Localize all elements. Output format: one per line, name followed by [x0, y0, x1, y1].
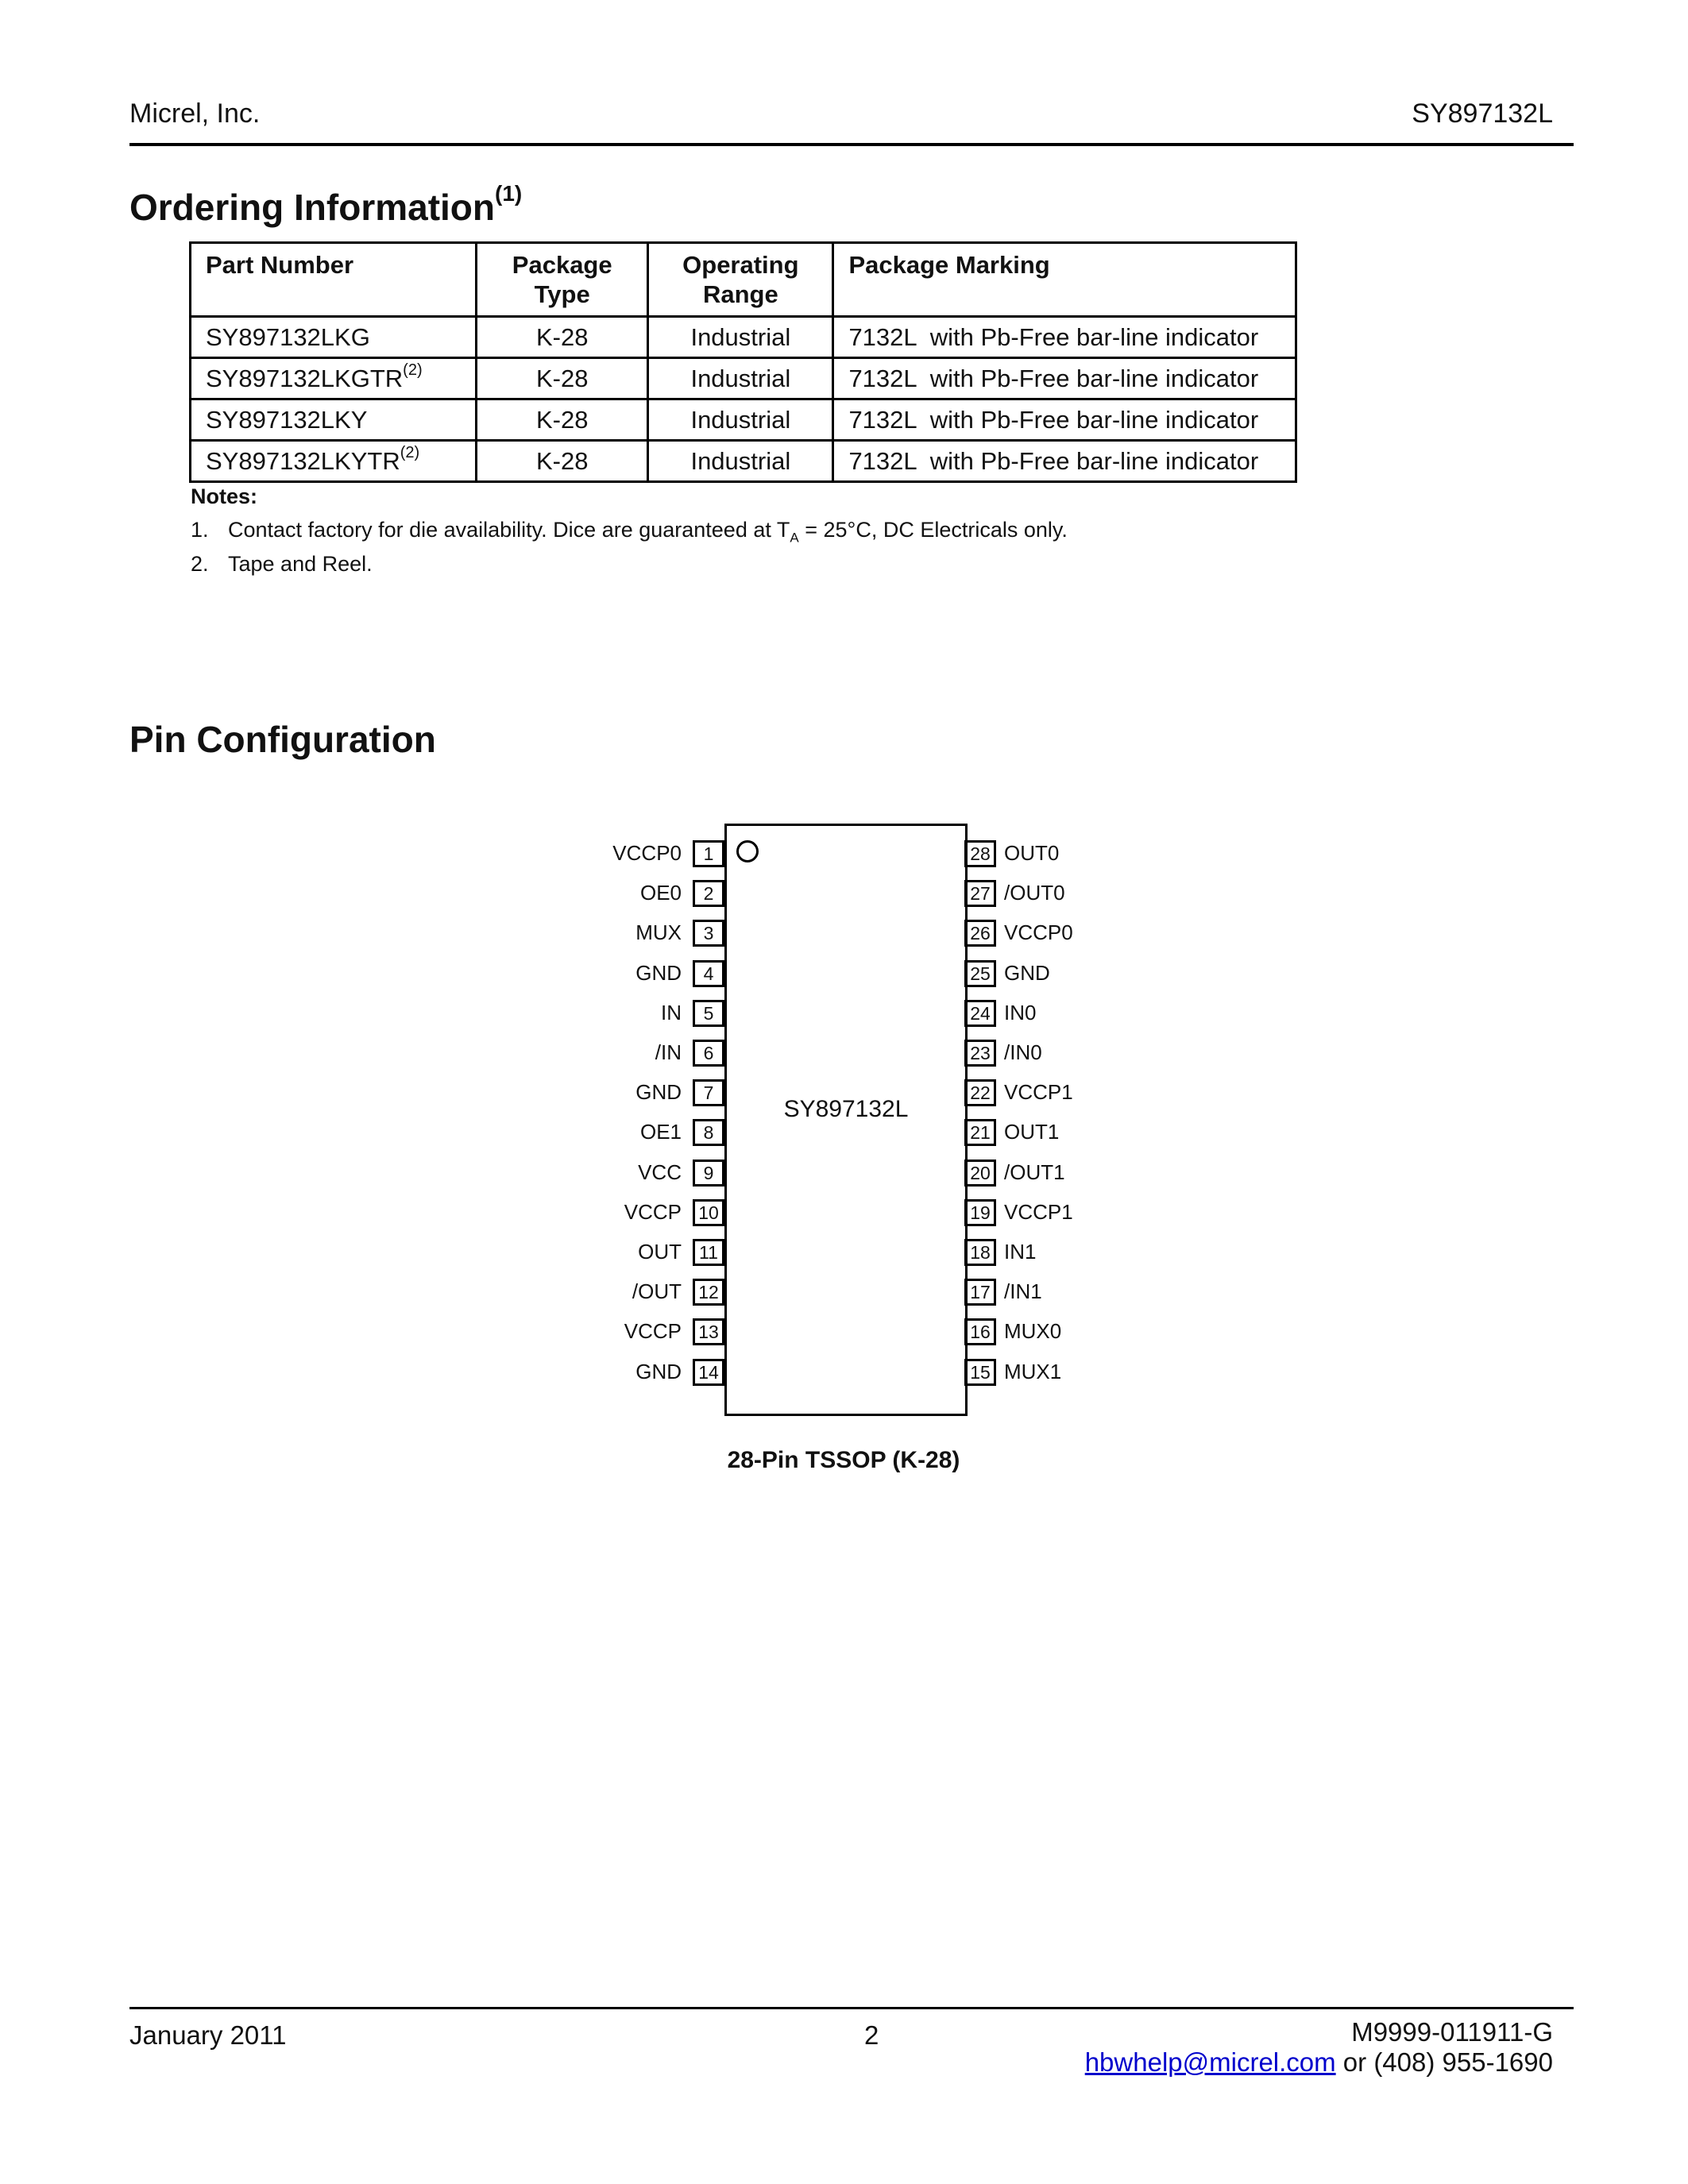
- package-marking-cell: 7132L with Pb-Free bar-line indicator: [833, 317, 1296, 358]
- pin-number-right: 15: [964, 1359, 996, 1386]
- pin-name-right: OUT0: [1004, 841, 1060, 865]
- pin-number-left: 2: [693, 880, 724, 907]
- pin-number-left: 13: [693, 1318, 724, 1345]
- pin-number-left: 5: [693, 1000, 724, 1027]
- pin-number-left: 9: [693, 1160, 724, 1187]
- pin-name-right: OUT1: [1004, 1120, 1060, 1144]
- note-text: Tape and Reel.: [228, 552, 373, 576]
- operating-range-cell: Industrial: [648, 399, 833, 441]
- header-rule: [129, 143, 1574, 146]
- header-company: Micrel, Inc.: [129, 98, 261, 129]
- pin-number-left: 6: [693, 1040, 724, 1067]
- part-number-cell: SY897132LKG: [191, 317, 477, 358]
- column-header: Operating Range: [648, 243, 833, 317]
- pin-number-right: 22: [964, 1079, 996, 1106]
- pin-name-right: /OUT1: [1004, 1160, 1065, 1184]
- ordering-table-header-row: [191, 243, 1296, 317]
- pin-number-right: 26: [964, 920, 996, 947]
- ordering-table: [189, 241, 1297, 483]
- table-row: [191, 399, 1296, 441]
- table-row: [191, 358, 1296, 399]
- footer-doc-number: M9999-011911-G: [1351, 2017, 1553, 2047]
- notes-label: Notes:: [191, 484, 258, 508]
- pin-name-left: GND: [635, 1360, 682, 1383]
- pin-name-left: MUX: [635, 920, 682, 944]
- pin-name-left: VCC: [638, 1160, 682, 1184]
- pin-number-right: 18: [964, 1239, 996, 1266]
- table-row: [191, 317, 1296, 358]
- pin-name-right: MUX1: [1004, 1360, 1062, 1383]
- operating-range-cell: Industrial: [648, 358, 833, 399]
- pin-config-caption: 28-Pin TSSOP (K-28): [727, 1447, 960, 1473]
- pin-name-right: /IN0: [1004, 1040, 1042, 1064]
- table-row: [191, 441, 1296, 482]
- pin-number-left: 8: [693, 1119, 724, 1146]
- ordering-title-note: (1): [495, 181, 523, 206]
- pin-name-right: VCCP1: [1004, 1200, 1073, 1224]
- pin-number-left: 10: [693, 1199, 724, 1226]
- pin-number-right: 24: [964, 1000, 996, 1027]
- pin-number-left: 14: [693, 1359, 724, 1386]
- pin-number-right: 27: [964, 880, 996, 907]
- package-marking-cell: 7132L with Pb-Free bar-line indicator: [833, 399, 1296, 441]
- note-number: 1.: [191, 518, 209, 542]
- footer-contact: [1085, 2047, 1553, 2078]
- pin-number-right: 17: [964, 1279, 996, 1306]
- footer-date: January 2011: [129, 2020, 287, 2050]
- pin-name-left: VCCP0: [612, 841, 682, 865]
- pin-name-right: /IN1: [1004, 1279, 1042, 1303]
- pin-number-left: 1: [693, 840, 724, 867]
- pin-number-right: 19: [964, 1199, 996, 1226]
- pin-name-right: GND: [1004, 961, 1050, 985]
- pin1-marker-icon: [736, 840, 759, 862]
- pin-name-left: IN: [661, 1001, 682, 1024]
- operating-range-cell: Industrial: [648, 441, 833, 482]
- pin-number-right: 21: [964, 1119, 996, 1146]
- ordering-title: Ordering Information$^{(1)}$: [129, 181, 523, 228]
- footer-rule: [129, 2007, 1574, 2009]
- pin-name-left: OE0: [639, 881, 682, 905]
- package-type-cell: K-28: [477, 358, 648, 399]
- package-type-cell: K-28: [477, 441, 648, 482]
- pin-name-right: /OUT0: [1004, 881, 1065, 905]
- pin-name-left: VCCP: [624, 1319, 682, 1343]
- note-text: Contact factory for die availability. Dice are guaranteed at $T_A = 25^\circ C$, DC Electricals only.: [228, 518, 1068, 546]
- support-email-link[interactable]: hbwhelp@micrel.com: [1084, 2047, 1336, 2077]
- pin-name-left: /OUT: [632, 1279, 682, 1303]
- pin-name-left: GND: [635, 1080, 682, 1104]
- pin-name-left: /IN: [655, 1040, 682, 1064]
- header-part-number: SY897132L: [1412, 98, 1553, 129]
- pin-name-right: VCCP1: [1004, 1080, 1073, 1104]
- pin-number-left: 3: [693, 920, 724, 947]
- package-marking-cell: 7132L with Pb-Free bar-line indicator: [833, 358, 1296, 399]
- footer-page-number: 2: [864, 2020, 879, 2050]
- package-type-cell: K-28: [477, 399, 648, 441]
- column-header: Package Type: [477, 243, 648, 317]
- column-header: Package Marking: [833, 243, 1296, 317]
- support-phone: or (408) 955-1690: [1335, 2047, 1553, 2077]
- pin-number-right: 28: [964, 840, 996, 867]
- part-number-cell: SY897132LKGTR$^{(2)}$: [191, 358, 477, 399]
- pin-name-left: GND: [635, 961, 682, 985]
- pin-name-right: IN0: [1004, 1001, 1037, 1024]
- pin-number-right: 16: [964, 1318, 996, 1345]
- pin-name-left: OUT: [638, 1240, 682, 1264]
- pin-name-right: MUX0: [1004, 1319, 1062, 1343]
- column-header: Part Number: [191, 243, 477, 317]
- pin-number-left: 7: [693, 1079, 724, 1106]
- operating-range-cell: Industrial: [648, 317, 833, 358]
- pin-name-right: IN1: [1004, 1240, 1037, 1264]
- pin-number-right: 23: [964, 1040, 996, 1067]
- pin-number-right: 25: [964, 960, 996, 987]
- pin-number-left: 11: [693, 1239, 724, 1266]
- part-number-cell: SY897132LKYTR$^{(2)}$: [191, 441, 477, 482]
- pin-name-left: VCCP: [624, 1200, 682, 1224]
- note-number: 2.: [191, 552, 209, 576]
- pin-name-right: VCCP0: [1004, 920, 1073, 944]
- pin-number-left: 4: [693, 960, 724, 987]
- part-number-cell: SY897132LKY: [191, 399, 477, 441]
- package-marking-cell: 7132L with Pb-Free bar-line indicator: [833, 441, 1296, 482]
- pin-number-right: 20: [964, 1160, 996, 1187]
- pin-name-left: OE1: [639, 1120, 682, 1144]
- chip-name: SY897132L: [783, 1096, 909, 1122]
- pin-number-left: 12: [693, 1279, 724, 1306]
- package-type-cell: K-28: [477, 317, 648, 358]
- pin-config-title: Pin Configuration: [129, 719, 436, 760]
